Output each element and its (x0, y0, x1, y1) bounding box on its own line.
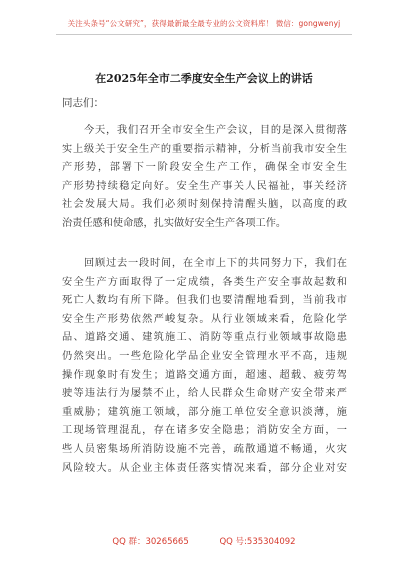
paragraph-line: 产形势，部署下一阶段安全生产工作，确保全市安全生 (62, 162, 347, 174)
paragraph-line: 死亡人数均有所下降。但我们也要清醒地看到，当前我市 (62, 295, 347, 307)
paragraph-line: 安全生产形势依然严峻复杂。从行业领域来看，危险化学 (62, 313, 347, 325)
paragraph-line: 仍然突出。一些危险化学品企业安全管理水平不高，违规 (62, 350, 347, 362)
paragraph-line: 驶等违法行为屡禁不止，给人民群众生命财产安全带来严 (62, 388, 347, 400)
paragraph-line: 风险较大。从企业主体责任落实情况来看，部分企业对安 (62, 462, 347, 474)
document-title: 在2025年全市二季度安全生产会议上的讲话 (95, 72, 313, 85)
paragraph-line: 实上级关于安全生产的重要指示精神，分析当前我市安全生 (62, 143, 347, 155)
paragraph-line: 治责任感和使命感，扎实做好安全生产各项工作。 (62, 217, 287, 229)
footer-qq-number: QQ 号:535304092 (219, 537, 296, 547)
header-banner: 关注头条号“公文研究”，获得最新最全最专业的公文资料库！ 微信：gongwenyj (67, 19, 341, 28)
paragraph-line: 重威胁；建筑施工领域，部分施工单位安全意识淡薄，施 (62, 406, 347, 418)
paragraph-line: 些人员密集场所消防设施不完善，疏散通道不畅通，火灾 (62, 443, 347, 455)
paragraph-2 (62, 255, 347, 478)
paragraph-line: 工现场管理混乱，存在诸多安全隐患；消防安全方面，一 (62, 425, 347, 437)
paragraph-line: 品、道路交通、建筑施工、消防等重点行业领域事故隐患 (62, 332, 347, 344)
paragraph-line: 社会发展大局。我们必须时刻保持清醒头脑，以高度的政 (62, 199, 347, 211)
paragraph-line: 回顾过去一段时间，在全市上下的共同努力下，我们在 (62, 258, 347, 269)
header-divider (56, 34, 352, 35)
paragraph-line: 今天，我们召开全市安全生产会议，目的是深入贯彻落 (62, 125, 347, 136)
footer-qq-group: QQ 群：30265665 (112, 537, 189, 547)
paragraph-1 (62, 122, 347, 234)
footer-contacts (0, 535, 408, 547)
paragraph-line: 安全生产方面取得了一定成绩，各类生产安全事故起数和 (62, 276, 347, 288)
paragraph-line: 操作现象时有发生；道路交通方面，超速、超载、疲劳驾 (62, 369, 347, 381)
paragraph-line: 产形势持续稳定向好。安全生产事关人民福祉，事关经济 (62, 180, 347, 192)
salutation: 同志们： (62, 97, 104, 109)
